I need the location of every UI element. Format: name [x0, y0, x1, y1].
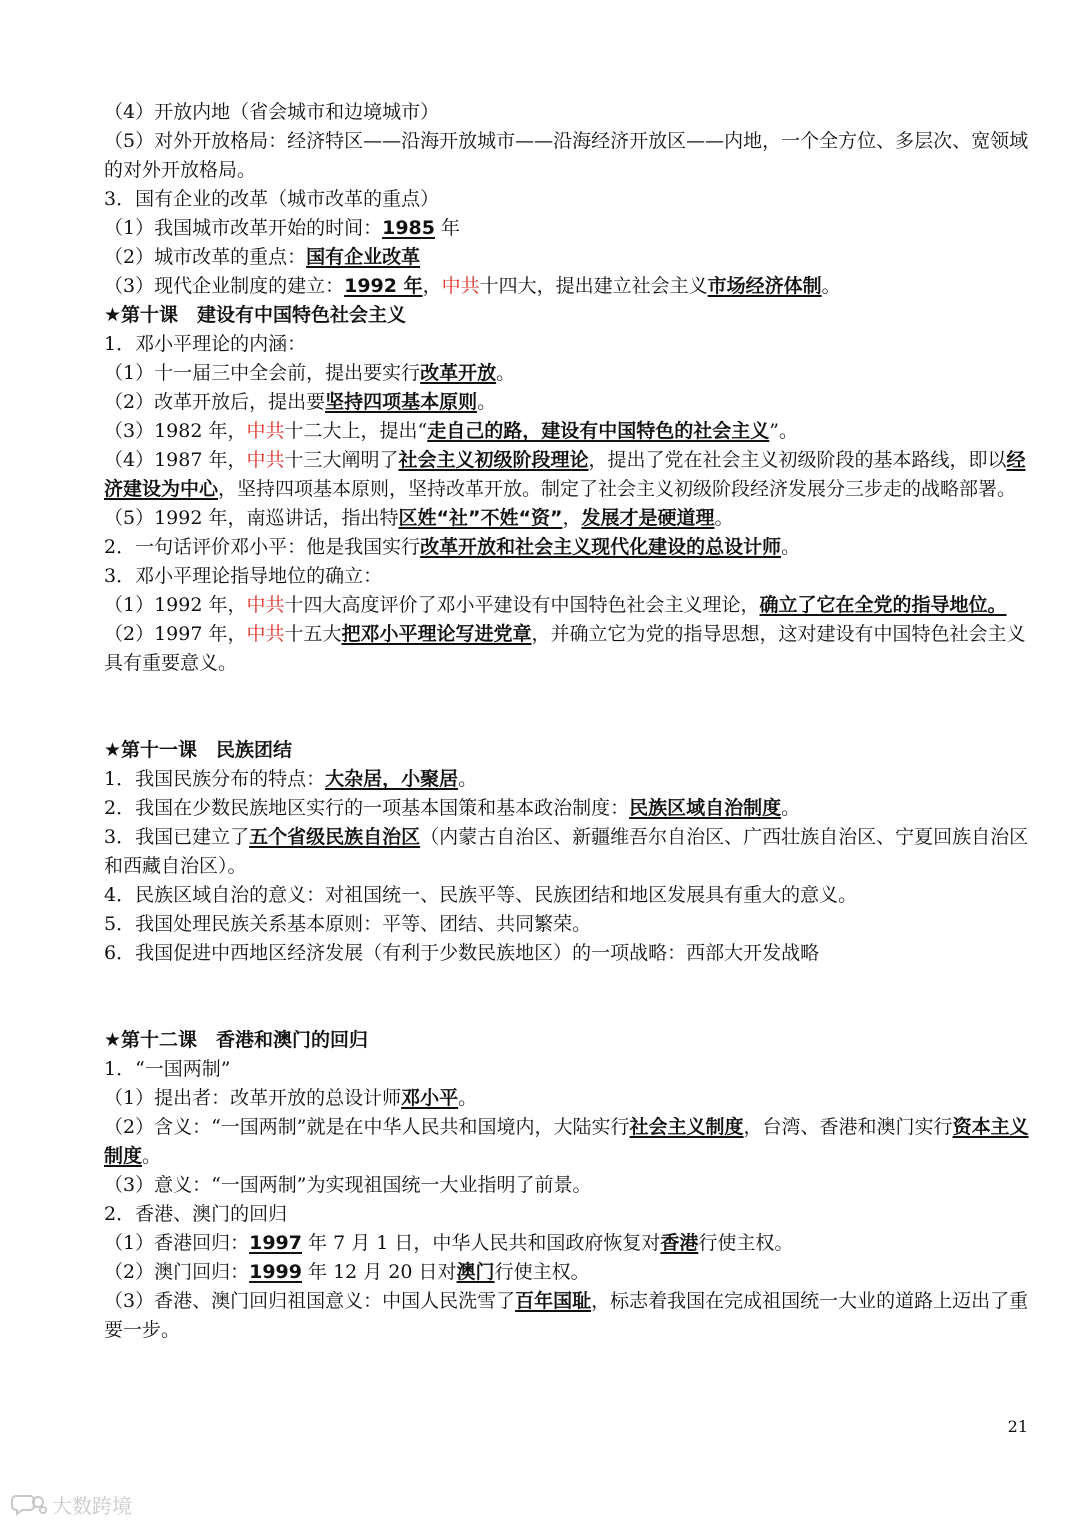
text-span: （2）1997 年， — [104, 623, 247, 645]
text-span: 十二大上，提出“ — [284, 420, 428, 442]
key-term: 1999 — [249, 1261, 302, 1283]
key-term: 澳门 — [456, 1261, 495, 1283]
text-line — [104, 1287, 1036, 1345]
text-line: 5．我国处理民族关系基本原则：平等、团结、共同繁荣。 — [104, 913, 592, 935]
text-line: 3．邓小平理论指导地位的确立： — [104, 565, 383, 587]
text-span: （1）我国城市改革开始的时间： — [104, 217, 383, 239]
text-line — [104, 620, 1036, 678]
key-term: 1992 年 — [344, 275, 423, 297]
section-spacer — [104, 678, 1036, 736]
text-span: （2）改革开放后，提出要 — [104, 391, 326, 413]
key-term: 走自己的路，建设有中国特色的社会主义 — [427, 420, 770, 442]
key-term: 区姓“社”不姓“资” — [398, 507, 563, 529]
key-term: 资本主义制度 — [104, 1116, 1029, 1167]
text-span: ， — [422, 275, 442, 297]
key-term: 香港 — [660, 1232, 699, 1254]
text-line — [104, 417, 1036, 446]
text-span: 1．我国民族分布的特点： — [104, 768, 326, 790]
party-name: 中共 — [246, 420, 285, 442]
text-span: 。 — [496, 362, 516, 384]
text-span: 3．我国已建立了 — [104, 826, 250, 848]
text-span: （1）香港回归： — [104, 1232, 250, 1254]
chat-bubble-icon — [10, 1492, 48, 1518]
text-span: 。 — [714, 507, 734, 529]
text-line: 6．我国促进中西地区经济发展（有利于少数民族地区）的一项战略：西部大开发战略 — [104, 942, 820, 964]
text-line — [104, 446, 1036, 504]
text-span: （1）十一届三中全会前，提出要实行 — [104, 362, 421, 384]
party-name: 中共 — [441, 275, 480, 297]
text-line — [104, 765, 1036, 794]
text-line — [104, 533, 1036, 562]
page-number: 21 — [1007, 1417, 1028, 1436]
lesson-10-heading: ★第十课 建设有中国特色社会主义 — [104, 304, 407, 326]
text-line — [104, 1258, 1036, 1287]
text-span: ，台湾、香港和澳门实行 — [743, 1116, 953, 1138]
text-span: 十四大，提出建立社会主义 — [479, 275, 708, 297]
text-span: ”。 — [769, 420, 798, 442]
text-span: 。 — [477, 391, 497, 413]
text-span: （4）1987 年， — [104, 449, 247, 471]
text-span: （3）现代企业制度的建立： — [104, 275, 345, 297]
text-line: 2．香港、澳门的回归 — [104, 1203, 288, 1225]
text-span: 。 — [458, 768, 478, 790]
text-line — [104, 272, 1036, 301]
text-line — [104, 794, 1036, 823]
key-term: 社会主义初级阶段理论 — [398, 449, 589, 471]
text-span: 2．我国在少数民族地区实行的一项基本国策和基本政治制度： — [104, 797, 630, 819]
text-span: （2）城市改革的重点： — [104, 246, 307, 268]
text-span: 行使主权。 — [698, 1232, 794, 1254]
text-line — [104, 243, 1036, 272]
key-term: 邓小平 — [401, 1087, 459, 1109]
key-term: 民族区域自治制度 — [629, 797, 782, 819]
key-term: 经济建设为中心 — [104, 449, 1026, 500]
text-span: ，并确立它为党的指导思想，这对建设有中国特色社会主义具有重要意义。 — [104, 623, 1026, 674]
key-term: 把邓小平理论写进党章 — [341, 623, 532, 645]
text-line: 3．国有企业的改革（城市改革的重点） — [104, 188, 440, 210]
key-term: 改革开放和社会主义现代化建设的总设计师 — [420, 536, 782, 558]
text-span: （2）含义：“一国两制”就是在中华人民共和国境内，大陆实行 — [104, 1116, 630, 1138]
text-span: ， — [562, 507, 582, 529]
key-term: 五个省级民族自治区 — [249, 826, 421, 848]
text-span: （2）澳门回归： — [104, 1261, 250, 1283]
text-line: （5）对外开放格局：经济特区——沿海开放城市——沿海经济开放区——内地，一个全方位、多层次、宽领域的对外开放格局。 — [104, 130, 1029, 181]
text-span: （内蒙古自治区、新疆维吾尔自治区、广西壮族自治区、宁夏回族自治区和西藏自治区）。 — [104, 826, 1029, 877]
lesson-12-heading: ★第十二课 香港和澳门的回归 — [104, 1029, 369, 1051]
text-span: 行使主权。 — [494, 1261, 590, 1283]
text-line — [104, 1084, 1036, 1113]
lesson-11-heading: ★第十一课 民族团结 — [104, 739, 293, 761]
text-span: 十五大 — [284, 623, 342, 645]
text-line: 1．邓小平理论的内涵： — [104, 333, 307, 355]
text-span: （1）提出者：改革开放的总设计师 — [104, 1087, 402, 1109]
key-term: 改革开放 — [420, 362, 497, 384]
text-span: 十三大阐明了 — [284, 449, 399, 471]
text-line: 1．“一国两制” — [104, 1058, 231, 1080]
text-line — [104, 591, 1036, 620]
text-span: ，标志着我国在完成祖国统一大业的道路上迈出了重要一步。 — [104, 1290, 1029, 1341]
text-span: 。 — [142, 1145, 162, 1167]
key-term: 坚持四项基本原则 — [325, 391, 478, 413]
text-line: （4）开放内地（省会城市和边境城市） — [104, 101, 440, 123]
document-body — [104, 98, 1036, 1345]
key-term: 国有企业改革 — [306, 246, 421, 268]
text-span: ，提出了党在社会主义初级阶段的基本路线，即以 — [588, 449, 1007, 471]
text-span: （3）1982 年， — [104, 420, 247, 442]
section-spacer — [104, 968, 1036, 1026]
key-term: 1997 — [249, 1232, 302, 1254]
key-term: 百年国耻 — [515, 1290, 592, 1312]
party-name: 中共 — [246, 594, 285, 616]
key-term: 大杂居，小聚居 — [325, 768, 459, 790]
text-line — [104, 504, 1036, 533]
text-line — [104, 1113, 1036, 1171]
text-line: 4．民族区域自治的意义：对祖国统一、民族平等、民族团结和地区发展具有重大的意义。 — [104, 884, 858, 906]
text-span: 。 — [458, 1087, 478, 1109]
text-span: 十四大高度评价了邓小平建设有中国特色社会主义理论， — [284, 594, 760, 616]
text-span: （1）1992 年， — [104, 594, 247, 616]
text-line — [104, 359, 1036, 388]
watermark-text: 大数跨境 — [52, 1494, 132, 1518]
text-line — [104, 388, 1036, 417]
key-term: 1985 — [382, 217, 435, 239]
key-term: 社会主义制度 — [629, 1116, 744, 1138]
text-span: 。 — [821, 275, 841, 297]
text-span: 。 — [781, 536, 801, 558]
text-span: （3）香港、澳门回归祖国意义：中国人民洗雪了 — [104, 1290, 516, 1312]
key-term: 市场经济体制 — [707, 275, 822, 297]
party-name: 中共 — [246, 623, 285, 645]
text-line: （3）意义：“一国两制”为实现祖国统一大业指明了前景。 — [104, 1174, 592, 1196]
text-span: 年 7 月 1 日，中华人民共和国政府恢复对 — [301, 1232, 661, 1254]
text-line — [104, 214, 1036, 243]
key-term: 确立了它在全党的指导地位。 — [759, 594, 1007, 616]
text-span: 。 — [781, 797, 801, 819]
watermark — [10, 1490, 132, 1519]
text-span: ，坚持四项基本原则，坚持改革开放。制定了社会主义初级阶段经济发展分三步走的战略部署。 — [218, 478, 1017, 500]
text-span: 年 12 月 20 日对 — [301, 1261, 457, 1283]
text-span: 2．一句话评价邓小平：他是我国实行 — [104, 536, 421, 558]
text-line — [104, 1229, 1036, 1258]
text-span: （5）1992 年，南巡讲话，指出特 — [104, 507, 399, 529]
text-span: 年 — [434, 217, 461, 239]
text-line — [104, 823, 1036, 881]
party-name: 中共 — [246, 449, 285, 471]
key-term: 发展才是硬道理 — [581, 507, 715, 529]
